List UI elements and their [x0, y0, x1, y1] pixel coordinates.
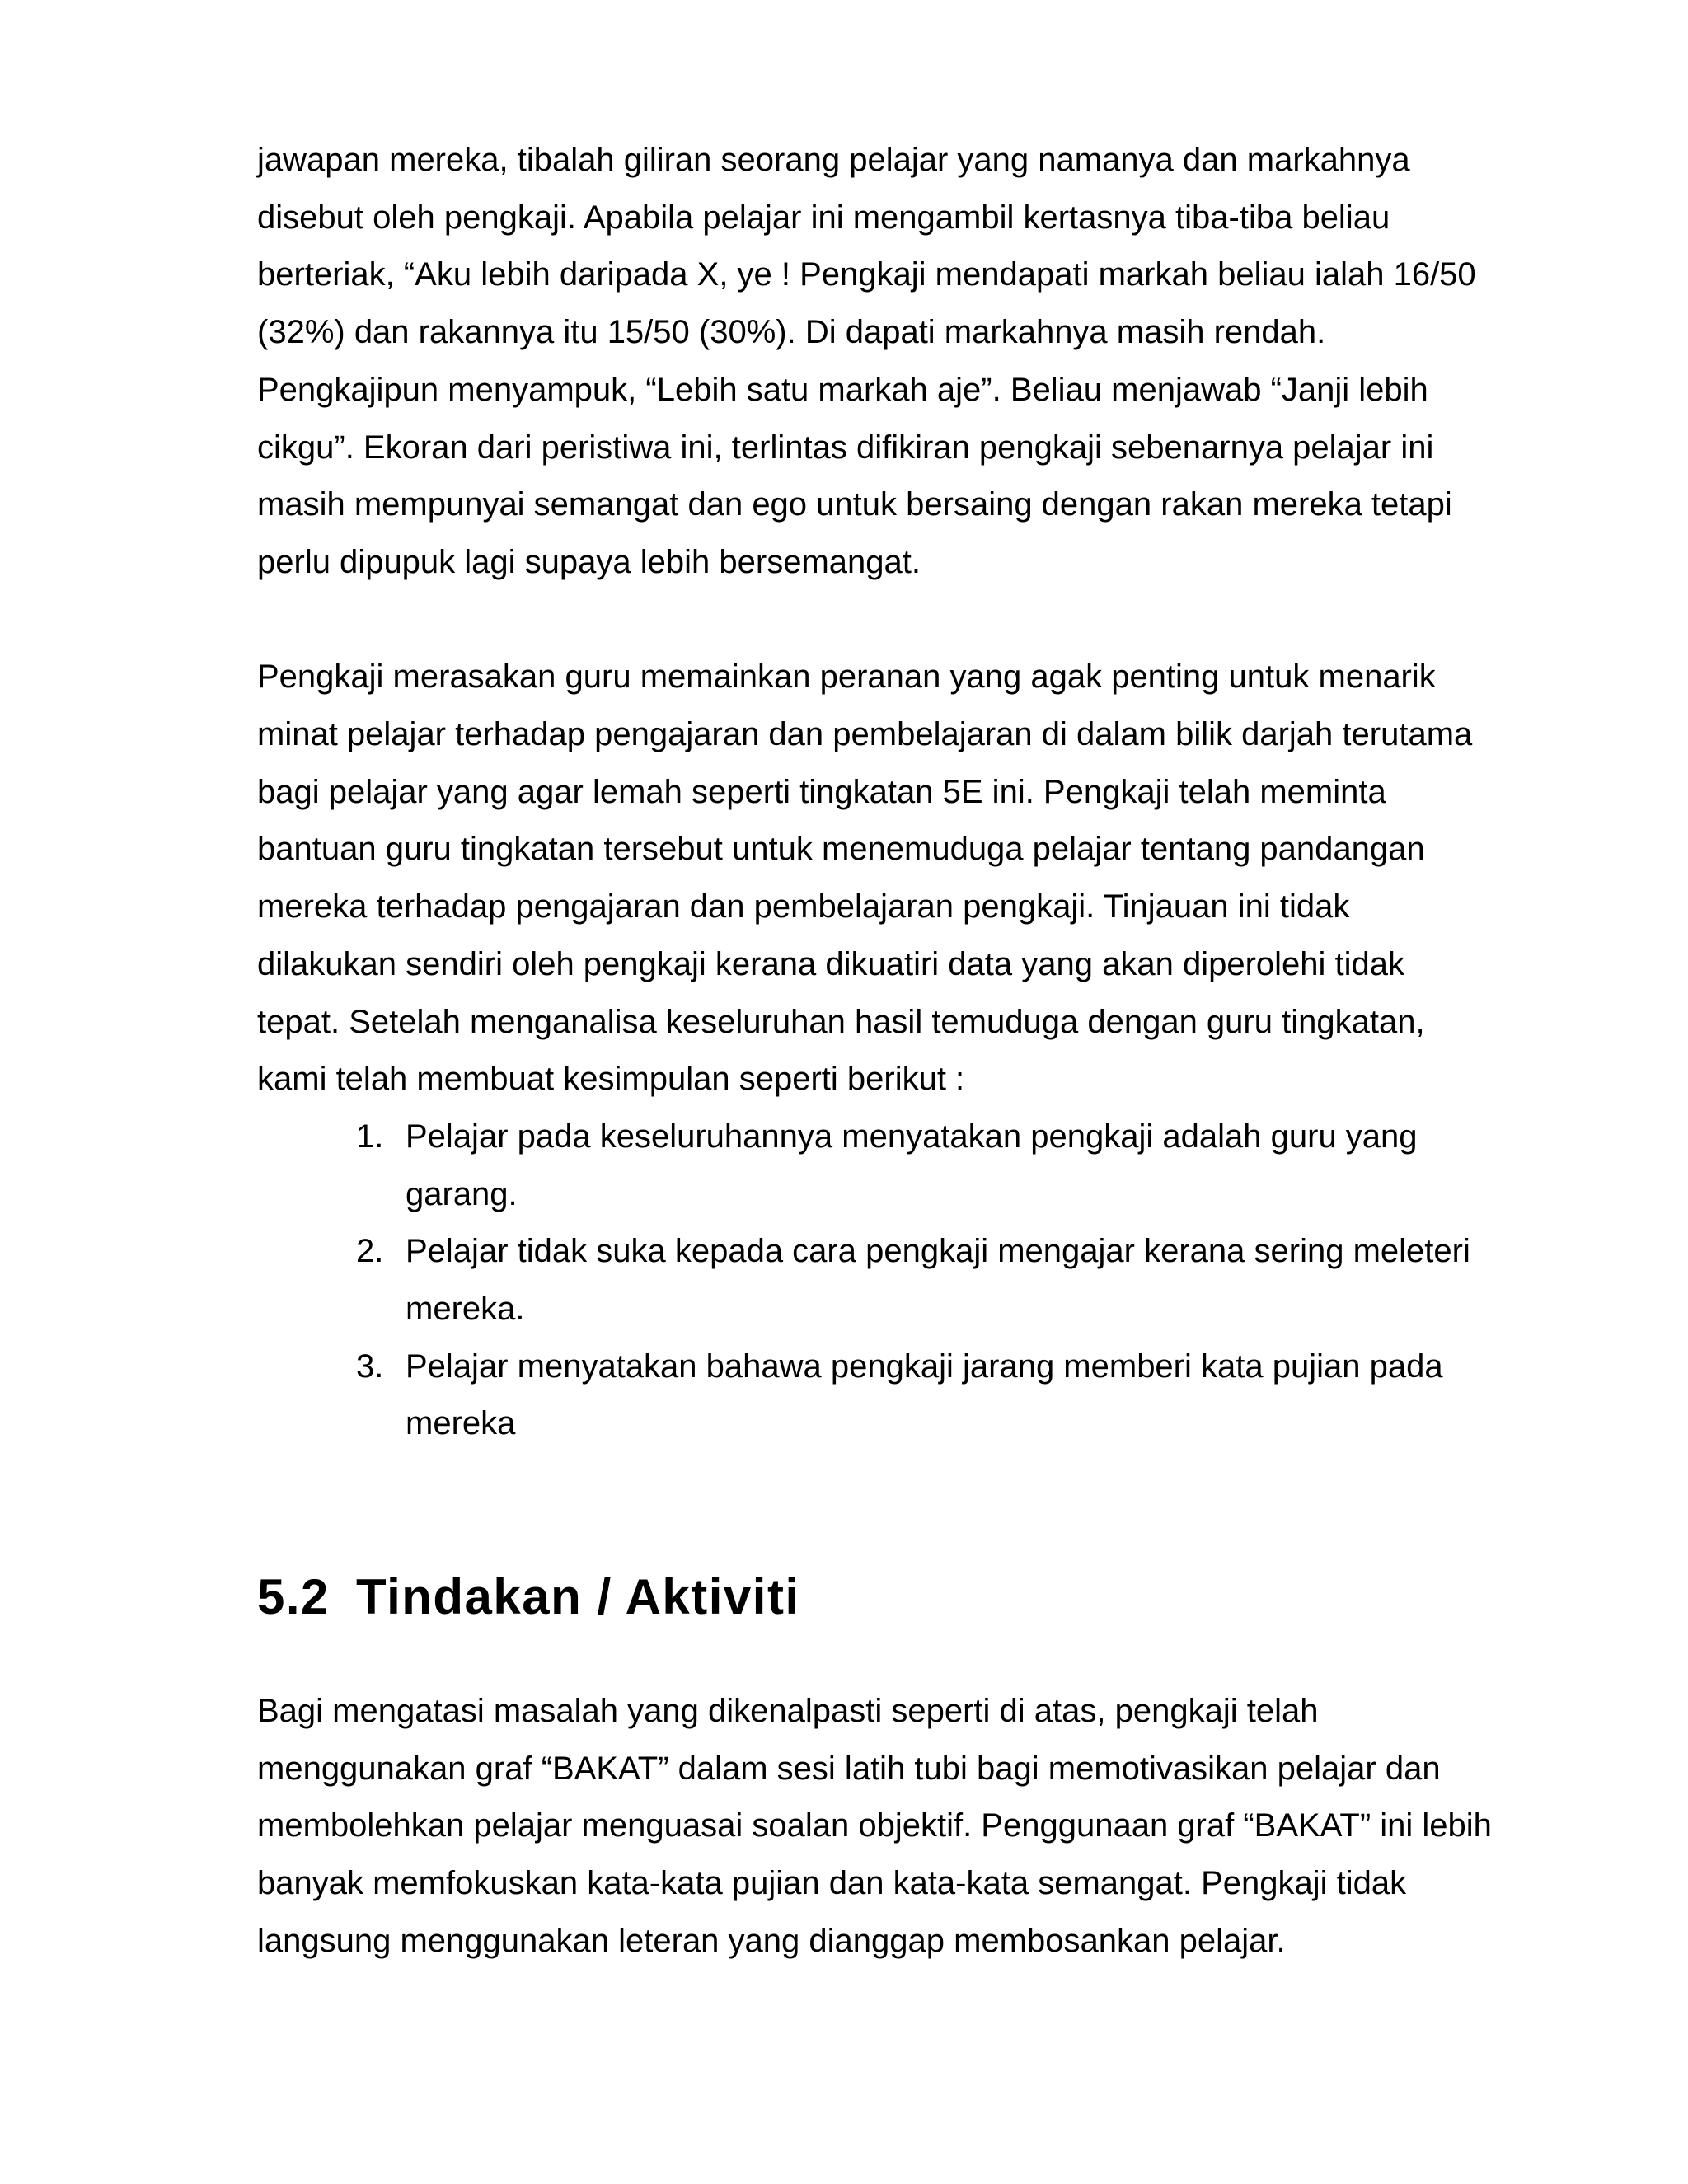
section-spacer [257, 1511, 1493, 1568]
section-title: Tindakan / Aktiviti [356, 1568, 800, 1624]
list-item-number: 1. [356, 1118, 384, 1155]
list-item-text: Pelajar menyatakan bahawa pengkaji jarang memberi kata pujian pada mereka [406, 1347, 1443, 1442]
findings-list [257, 1108, 1493, 1453]
paragraph-teacher-role: Pengkaji merasakan guru memainkan peranan yang agak penting untuk menarik minat pelajar terhadap pengajaran dan pembelajaran di dalam bilik darjah terutama bagi pelajar yang agar lemah seperti tingkatan 5E ini. Pengkaji telah meminta bantuan guru tingkatan tersebut untuk menemuduga pelajar tentang pandangan mereka terhadap pengajaran dan pembelajaran pengkaji. Tinjauan ini tidak dilakukan sendiri oleh pengkaji kerana dikuatiri data yang akan diperolehi tidak tepat. Setelah menganalisa keseluruhan hasil temuduga dengan guru tingkatan, kami telah membuat kesimpulan seperti berikut : [257, 658, 1473, 1098]
heading-spacer [257, 1625, 1493, 1683]
paragraph-student-reaction: jawapan mereka, tibalah giliran seorang pelajar yang namanya dan markahnya disebut oleh pengkaji. Apabila pelajar ini mengambil kertasnya tiba-tiba beliau berteriak, “Aku lebih daripada X, ye ! Pengkaji mendapati markah beliau ialah 16/50 (32%) dan rakannya itu 15/50 (30%). Di dapati markahnya masih rendah. Pengkajipun menyampuk, “Lebih satu markah aje”. Beliau menjawab “Janji lebih cikgu”. Ekoran dari peristiwa ini, terlintas difikiran pengkaji sebenarnya pelajar ini masih mempunyai semangat dan ego untuk bersaing dengan rakan mereka tetapi perlu dipupuk lagi supaya lebih bersemangat. [257, 142, 1476, 580]
list-item [257, 1223, 1493, 1338]
list-item-text: Pelajar pada keseluruhannya menyatakan pengkaji adalah guru yang garang. [406, 1118, 1418, 1212]
section-spacer [257, 1453, 1493, 1511]
section-heading [257, 1568, 1493, 1626]
list-item-text: Pelajar tidak suka kepada cara pengkaji mengajar kerana sering meleteri mereka. [406, 1233, 1470, 1328]
list-item [257, 1108, 1493, 1223]
list-item [257, 1338, 1493, 1453]
list-item-number: 2. [356, 1233, 384, 1270]
section-number: 5.2 [257, 1568, 330, 1624]
list-item-number: 3. [356, 1347, 384, 1385]
paragraph-action: Bagi mengatasi masalah yang dikenalpasti seperti di atas, pengkaji telah menggunakan graf “BAKAT” dalam sesi latih tubi bagi memotivasikan pelajar dan membolehkan pelajar menguasai soalan objektif. Penggunaan graf “BAKAT” ini lebih banyak memfokuskan kata-kata pujian dan kata-kata semangat. Pengkaji tidak langsung menggunakan leteran yang dianggap membosankan pelajar. [257, 1692, 1492, 1959]
paragraph-spacer [257, 592, 1493, 649]
page-content [257, 132, 1493, 1970]
